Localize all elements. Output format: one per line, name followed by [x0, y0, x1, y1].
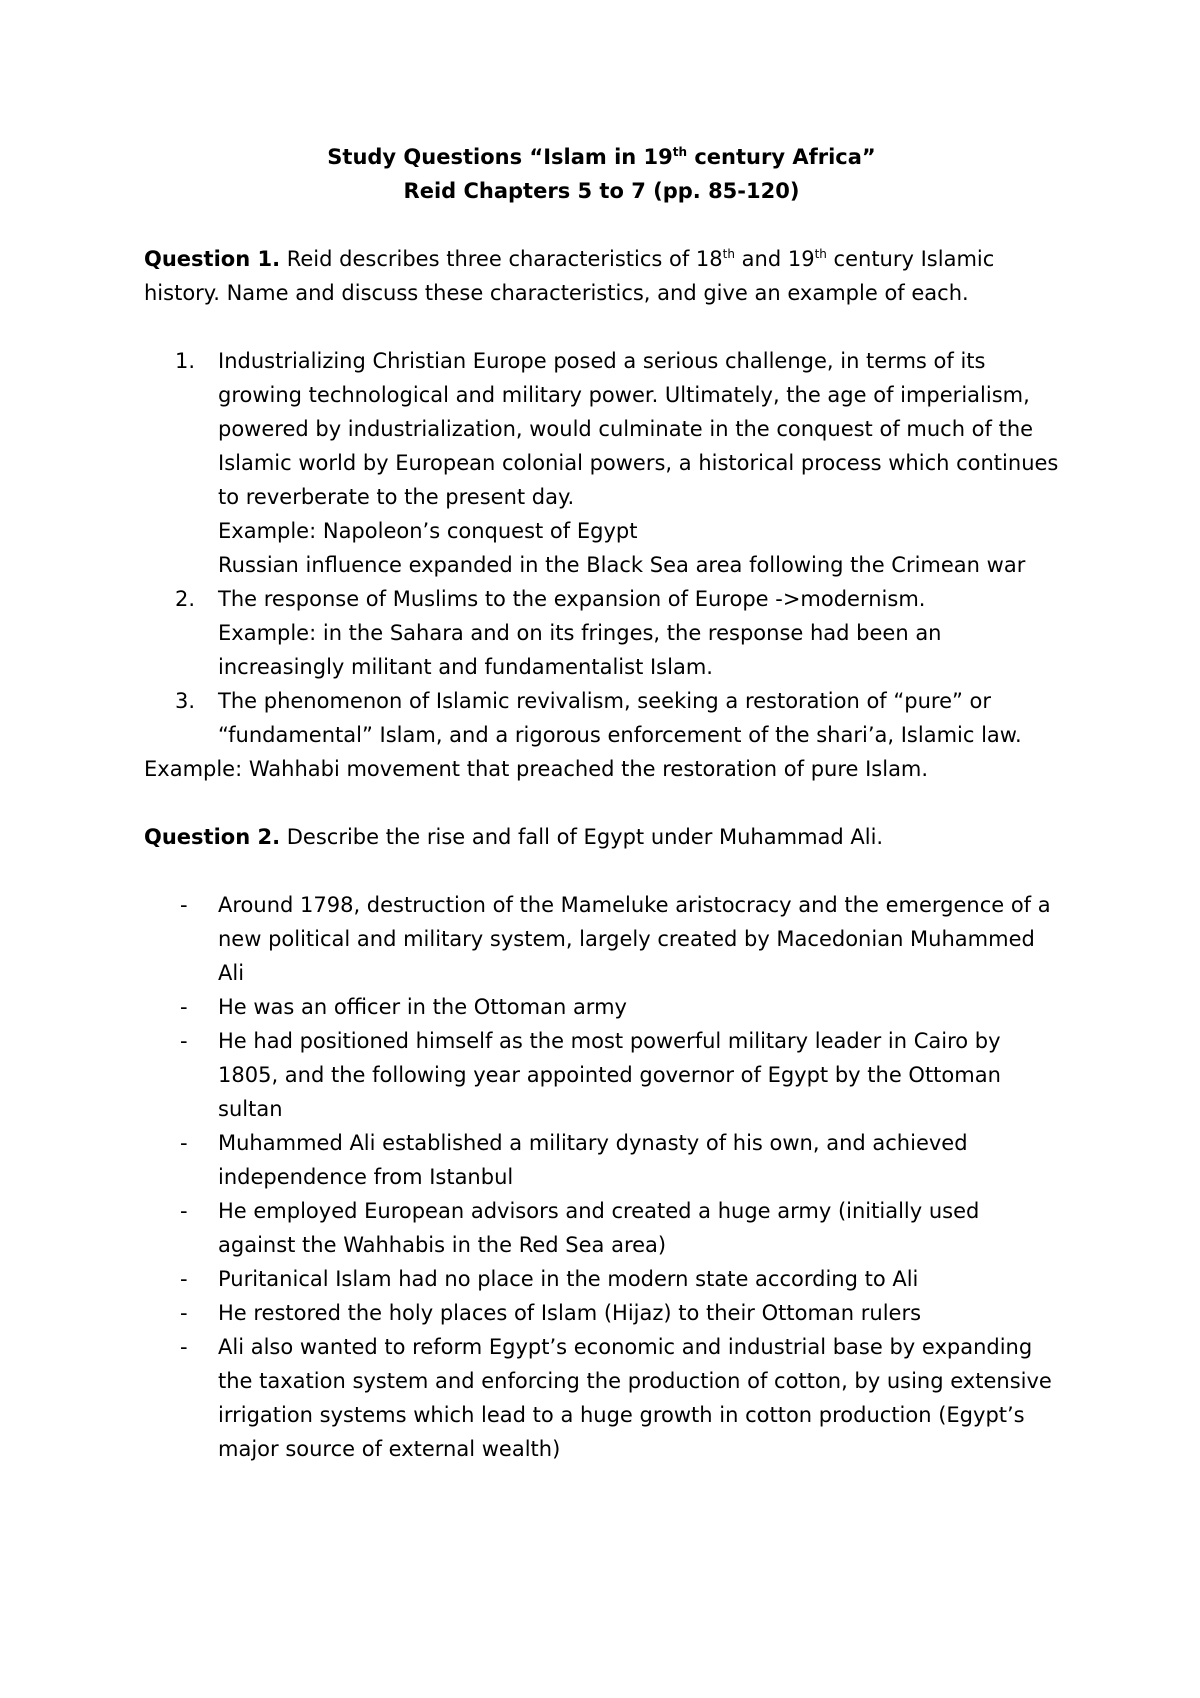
list-item: - Ali also wanted to reform Egypt’s economic and industrial base by expanding the taxation system and enforcing the production of cotton, by using extensive irrigation systems which lead to a huge growth in cotton production (Egypt’s major source of external wealth): [144, 1330, 1059, 1466]
example-text: Example: Napoleon’s conquest of Egypt: [218, 519, 638, 543]
example-text: Example: in the Sahara and on its fringes, the response had been an increasingly militant and fundamentalist Islam.: [218, 621, 942, 679]
bullet-dash: -: [180, 1301, 188, 1325]
question-2-prompt: Question 2. Describe the rise and fall of Egypt under Muhammad Ali.: [144, 825, 884, 849]
document-page: [144, 140, 1059, 1466]
bullet-dash: -: [180, 1029, 188, 1053]
bullet-dash: -: [180, 1267, 188, 1291]
list-item: - He was an officer in the Ottoman army: [144, 990, 1059, 1024]
list-number: 1.: [175, 349, 196, 373]
question-1-prompt: Question 1. Reid describes three characteristics of 18th and 19th century Islamic history. Name and discuss these characteristics, and give an example of each.: [144, 247, 995, 305]
list-item: - He had positioned himself as the most powerful military leader in Cairo by 1805, and the following year appointed governor of Egypt by the Ottoman sultan: [144, 1024, 1059, 1126]
bullet-dash: -: [180, 1199, 188, 1223]
list-item: - Puritanical Islam had no place in the modern state according to Ali: [144, 1262, 1059, 1296]
example-extra-text: Russian influence expanded in the Black Sea area following the Crimean war: [218, 553, 1026, 577]
title-text-end: century Africa”: [687, 145, 876, 169]
question-2-label: Question 2.: [144, 825, 281, 849]
list-item: - Muhammed Ali established a military dynasty of his own, and achieved independence from Istanbul: [144, 1126, 1059, 1194]
list-number: 3.: [175, 689, 196, 713]
document-subtitle: Reid Chapters 5 to 7 (pp. 85-120): [403, 179, 800, 203]
list-number: 2.: [175, 587, 196, 611]
bullet-dash: -: [180, 995, 188, 1019]
list-item: 3. The phenomenon of Islamic revivalism, seeking a restoration of “pure” or “fundamental” Islam, and a rigorous enforcement of the shari’a, Islamic law.: [144, 684, 1059, 752]
list-item: 2. The response of Muslims to the expansion of Europe ->modernism. Example: in the Sahara and on its fringes, the response had been an increasingly militant and fundamentalist Islam.: [144, 582, 1059, 684]
question-1-label: Question 1.: [144, 247, 281, 271]
question-2-list: [144, 888, 1059, 1466]
title-text: Study Questions “Islam in 19: [327, 145, 673, 169]
list-item: 1. Industrializing Christian Europe posed a serious challenge, in terms of its growing technological and military power. Ultimately, the age of imperialism, powered by industrialization, would culminate in the conquest of much of the Islamic world by European colonial powers, a historical process which continues to reverberate to the present day. Example: Napoleon’s conquest of Egypt Russian influence expanded in the Black Sea area following the Crimean war: [144, 344, 1059, 582]
list-item: - He restored the holy places of Islam (Hijaz) to their Ottoman rulers: [144, 1296, 1059, 1330]
list-item: - He employed European advisors and created a huge army (initially used against the Wahhabis in the Red Sea area): [144, 1194, 1059, 1262]
list-item: - Around 1798, destruction of the Mameluke aristocracy and the emergence of a new political and military system, largely created by Macedonian Muhammed Ali: [144, 888, 1059, 990]
bullet-dash: -: [180, 1131, 188, 1155]
trailing-example: Example: Wahhabi movement that preached the restoration of pure Islam.: [144, 757, 929, 781]
document-title: [144, 140, 1059, 174]
question-1-list: [144, 344, 1059, 752]
bullet-dash: -: [180, 1335, 188, 1359]
title-superscript: th: [672, 145, 688, 159]
bullet-dash: -: [180, 893, 188, 917]
